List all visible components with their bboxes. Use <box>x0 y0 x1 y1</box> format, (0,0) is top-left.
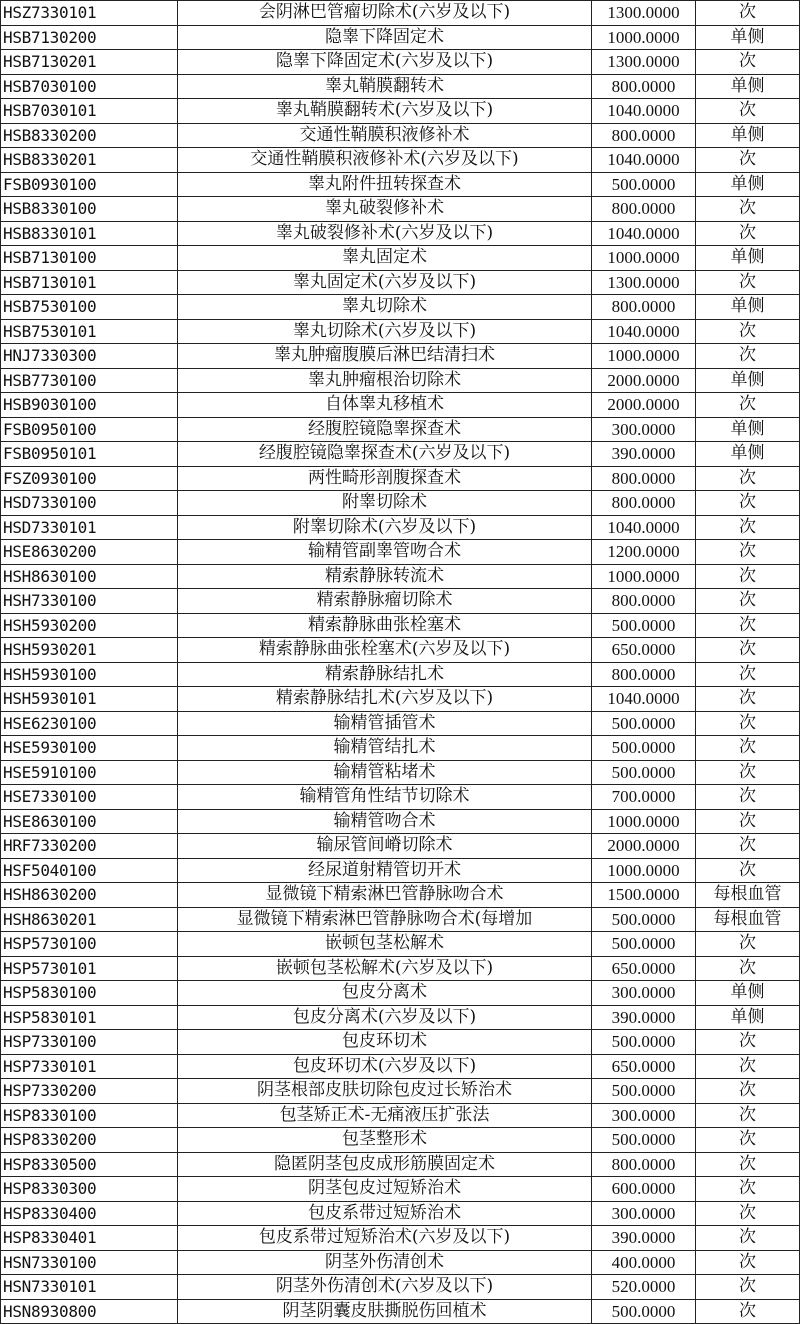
table-row <box>1 564 800 589</box>
item-unit-cell: 次 <box>696 270 800 295</box>
item-price-cell: 2000.0000 <box>592 834 696 859</box>
table-row <box>1 1152 800 1177</box>
table-row <box>1 270 800 295</box>
table-row <box>1 466 800 491</box>
item-unit-cell: 次 <box>696 1054 800 1079</box>
item-price-cell: 800.0000 <box>592 197 696 222</box>
item-name-cell: 阴茎阴囊皮肤撕脱伤回植术 <box>178 1299 592 1324</box>
item-unit-cell: 次 <box>696 393 800 418</box>
item-unit-cell: 单侧 <box>696 368 800 393</box>
item-unit-cell: 次 <box>696 466 800 491</box>
item-code-cell: HSP5830101 <box>1 1005 178 1030</box>
item-unit-cell: 次 <box>696 956 800 981</box>
table-row <box>1 687 800 712</box>
item-price-cell: 1040.0000 <box>592 148 696 173</box>
item-code-cell: HSB8330100 <box>1 197 178 222</box>
item-code-cell: HSE6230100 <box>1 711 178 736</box>
item-code-cell: HSP5730101 <box>1 956 178 981</box>
item-price-cell: 1040.0000 <box>592 99 696 124</box>
item-code-cell: HSH8630201 <box>1 907 178 932</box>
table-row <box>1 638 800 663</box>
item-code-cell: HSB7030101 <box>1 99 178 124</box>
item-name-cell: 包皮环切术(六岁及以下) <box>178 1054 592 1079</box>
item-price-cell: 800.0000 <box>592 466 696 491</box>
item-unit-cell: 次 <box>696 834 800 859</box>
item-name-cell: 精索静脉转流术 <box>178 564 592 589</box>
item-price-cell: 390.0000 <box>592 1226 696 1251</box>
item-code-cell: HSP8330200 <box>1 1128 178 1153</box>
item-code-cell: HSE8630100 <box>1 809 178 834</box>
item-name-cell: 睾丸鞘膜翻转术(六岁及以下) <box>178 99 592 124</box>
item-name-cell: 睾丸固定术(六岁及以下) <box>178 270 592 295</box>
item-name-cell: 睾丸破裂修补术(六岁及以下) <box>178 221 592 246</box>
item-unit-cell: 次 <box>696 1128 800 1153</box>
item-name-cell: 输尿管间嵴切除术 <box>178 834 592 859</box>
table-row <box>1 1250 800 1275</box>
table-row <box>1 417 800 442</box>
item-unit-cell: 单侧 <box>696 25 800 50</box>
item-unit-cell: 次 <box>696 540 800 565</box>
item-unit-cell: 单侧 <box>696 172 800 197</box>
item-code-cell: HSE7330100 <box>1 785 178 810</box>
item-code-cell: HSP7330200 <box>1 1079 178 1104</box>
item-price-cell: 1300.0000 <box>592 50 696 75</box>
item-code-cell: FSZ0930100 <box>1 466 178 491</box>
item-name-cell: 睾丸肿瘤根治切除术 <box>178 368 592 393</box>
item-name-cell: 嵌顿包茎松解术 <box>178 932 592 957</box>
table-row <box>1 956 800 981</box>
item-code-cell: HSP7330101 <box>1 1054 178 1079</box>
table-row <box>1 1054 800 1079</box>
item-price-cell: 800.0000 <box>592 491 696 516</box>
item-code-cell: FSB0950101 <box>1 442 178 467</box>
item-name-cell: 包皮分离术(六岁及以下) <box>178 1005 592 1030</box>
item-unit-cell: 次 <box>696 491 800 516</box>
table-row <box>1 368 800 393</box>
item-name-cell: 包皮环切术 <box>178 1030 592 1055</box>
table-row <box>1 785 800 810</box>
item-price-cell: 2000.0000 <box>592 368 696 393</box>
table-row <box>1 1201 800 1226</box>
item-name-cell: 睾丸固定术 <box>178 246 592 271</box>
item-unit-cell: 次 <box>696 1030 800 1055</box>
item-name-cell: 输精管粘堵术 <box>178 760 592 785</box>
item-code-cell: HSB7130101 <box>1 270 178 295</box>
item-code-cell: FSB0930100 <box>1 172 178 197</box>
item-unit-cell: 次 <box>696 564 800 589</box>
table-row <box>1 1275 800 1300</box>
item-code-cell: HSN7330101 <box>1 1275 178 1300</box>
item-unit-cell: 次 <box>696 809 800 834</box>
item-name-cell: 包茎矫正术-无痛液压扩张法 <box>178 1103 592 1128</box>
table-row <box>1 711 800 736</box>
item-price-cell: 1040.0000 <box>592 515 696 540</box>
item-code-cell: HSB9030100 <box>1 393 178 418</box>
table-body <box>1 1 800 1324</box>
item-code-cell: HSH5930101 <box>1 687 178 712</box>
item-unit-cell: 次 <box>696 1152 800 1177</box>
table-row <box>1 295 800 320</box>
item-price-cell: 1500.0000 <box>592 883 696 908</box>
item-price-cell: 800.0000 <box>592 295 696 320</box>
item-name-cell: 隐匿阴茎包皮成形筋膜固定术 <box>178 1152 592 1177</box>
item-price-cell: 800.0000 <box>592 74 696 99</box>
item-name-cell: 阴茎外伤清创术 <box>178 1250 592 1275</box>
item-code-cell: HSB7530100 <box>1 295 178 320</box>
item-code-cell: HSN7330100 <box>1 1250 178 1275</box>
item-code-cell: HNJ7330300 <box>1 344 178 369</box>
item-unit-cell: 次 <box>696 99 800 124</box>
table-row <box>1 221 800 246</box>
item-price-cell: 1000.0000 <box>592 564 696 589</box>
table-row <box>1 442 800 467</box>
item-name-cell: 两性畸形剖腹探查术 <box>178 466 592 491</box>
item-price-cell: 500.0000 <box>592 172 696 197</box>
table-row <box>1 589 800 614</box>
item-unit-cell: 次 <box>696 1250 800 1275</box>
item-code-cell: HSP5730100 <box>1 932 178 957</box>
table-row <box>1 932 800 957</box>
item-unit-cell: 次 <box>696 638 800 663</box>
item-name-cell: 隐睾下降固定术 <box>178 25 592 50</box>
item-code-cell: HSH5930201 <box>1 638 178 663</box>
table-row <box>1 540 800 565</box>
table-row <box>1 907 800 932</box>
item-code-cell: HSD7330100 <box>1 491 178 516</box>
item-unit-cell: 次 <box>696 858 800 883</box>
item-price-cell: 500.0000 <box>592 1128 696 1153</box>
table-row <box>1 883 800 908</box>
item-name-cell: 阴茎外伤清创术(六岁及以下) <box>178 1275 592 1300</box>
item-code-cell: HSH8630200 <box>1 883 178 908</box>
item-price-cell: 500.0000 <box>592 907 696 932</box>
item-unit-cell: 单侧 <box>696 417 800 442</box>
item-code-cell: HSB7130100 <box>1 246 178 271</box>
item-name-cell: 包皮系带过短矫治术 <box>178 1201 592 1226</box>
item-price-cell: 1300.0000 <box>592 270 696 295</box>
item-name-cell: 隐睾下降固定术(六岁及以下) <box>178 50 592 75</box>
item-code-cell: HSB7030100 <box>1 74 178 99</box>
item-name-cell: 精索静脉曲张栓塞术 <box>178 613 592 638</box>
item-code-cell: HSP8330300 <box>1 1177 178 1202</box>
item-price-cell: 500.0000 <box>592 711 696 736</box>
item-unit-cell: 单侧 <box>696 123 800 148</box>
item-name-cell: 睾丸鞘膜翻转术 <box>178 74 592 99</box>
item-name-cell: 精索静脉结扎术(六岁及以下) <box>178 687 592 712</box>
item-price-cell: 800.0000 <box>592 1152 696 1177</box>
item-name-cell: 阴茎包皮过短矫治术 <box>178 1177 592 1202</box>
item-unit-cell: 每根血管 <box>696 907 800 932</box>
item-name-cell: 经腹腔镜隐睾探查术(六岁及以下) <box>178 442 592 467</box>
item-code-cell: HSN8930800 <box>1 1299 178 1324</box>
item-code-cell: FSB0950100 <box>1 417 178 442</box>
item-price-cell: 500.0000 <box>592 613 696 638</box>
item-code-cell: HSB7130200 <box>1 25 178 50</box>
item-name-cell: 附睾切除术 <box>178 491 592 516</box>
item-price-cell: 1040.0000 <box>592 687 696 712</box>
item-price-cell: 300.0000 <box>592 417 696 442</box>
item-price-cell: 500.0000 <box>592 1030 696 1055</box>
item-price-cell: 1000.0000 <box>592 25 696 50</box>
item-unit-cell: 次 <box>696 687 800 712</box>
item-name-cell: 睾丸切除术 <box>178 295 592 320</box>
item-name-cell: 精索静脉结扎术 <box>178 662 592 687</box>
table-row <box>1 1103 800 1128</box>
item-unit-cell: 次 <box>696 148 800 173</box>
item-name-cell: 输精管副睾管吻合术 <box>178 540 592 565</box>
item-code-cell: HSB8330200 <box>1 123 178 148</box>
item-code-cell: HSP8330401 <box>1 1226 178 1251</box>
item-unit-cell: 次 <box>696 613 800 638</box>
item-price-cell: 390.0000 <box>592 1005 696 1030</box>
item-code-cell: HSH8630100 <box>1 564 178 589</box>
item-price-cell: 500.0000 <box>592 736 696 761</box>
item-name-cell: 会阴淋巴管瘤切除术(六岁及以下) <box>178 1 592 26</box>
table-row <box>1 1226 800 1251</box>
item-name-cell: 嵌顿包茎松解术(六岁及以下) <box>178 956 592 981</box>
item-code-cell: HSE8630200 <box>1 540 178 565</box>
item-name-cell: 精索静脉瘤切除术 <box>178 589 592 614</box>
item-unit-cell: 单侧 <box>696 1005 800 1030</box>
item-price-cell: 390.0000 <box>592 442 696 467</box>
table-row <box>1 515 800 540</box>
item-code-cell: HSB8330201 <box>1 148 178 173</box>
item-unit-cell: 次 <box>696 50 800 75</box>
item-unit-cell: 次 <box>696 662 800 687</box>
item-code-cell: HSZ7330101 <box>1 1 178 26</box>
item-price-cell: 1300.0000 <box>592 1 696 26</box>
item-unit-cell: 次 <box>696 1 800 26</box>
item-unit-cell: 次 <box>696 1201 800 1226</box>
table-row <box>1 1079 800 1104</box>
item-price-cell: 600.0000 <box>592 1177 696 1202</box>
item-unit-cell: 次 <box>696 319 800 344</box>
table-row <box>1 1030 800 1055</box>
table-row <box>1 1177 800 1202</box>
item-unit-cell: 单侧 <box>696 246 800 271</box>
item-price-cell: 700.0000 <box>592 785 696 810</box>
item-code-cell: HSB7530101 <box>1 319 178 344</box>
item-unit-cell: 次 <box>696 1275 800 1300</box>
item-name-cell: 包茎整形术 <box>178 1128 592 1153</box>
item-unit-cell: 单侧 <box>696 442 800 467</box>
table-row <box>1 662 800 687</box>
item-price-cell: 400.0000 <box>592 1250 696 1275</box>
item-code-cell: HSP5830100 <box>1 981 178 1006</box>
item-price-cell: 650.0000 <box>592 1054 696 1079</box>
item-price-cell: 1040.0000 <box>592 221 696 246</box>
item-price-cell: 800.0000 <box>592 662 696 687</box>
table-row <box>1 1128 800 1153</box>
table-row <box>1 1299 800 1324</box>
item-price-cell: 2000.0000 <box>592 393 696 418</box>
item-price-cell: 650.0000 <box>592 956 696 981</box>
table-row <box>1 197 800 222</box>
item-unit-cell: 次 <box>696 711 800 736</box>
table-row <box>1 123 800 148</box>
item-code-cell: HSP8330100 <box>1 1103 178 1128</box>
item-name-cell: 显微镜下精索淋巴管静脉吻合术 <box>178 883 592 908</box>
item-unit-cell: 次 <box>696 736 800 761</box>
table-row <box>1 491 800 516</box>
item-name-cell: 输精管插管术 <box>178 711 592 736</box>
item-code-cell: HSB7130201 <box>1 50 178 75</box>
item-price-cell: 1000.0000 <box>592 344 696 369</box>
item-code-cell: HSP8330400 <box>1 1201 178 1226</box>
item-unit-cell: 单侧 <box>696 74 800 99</box>
item-price-cell: 300.0000 <box>592 981 696 1006</box>
item-code-cell: HSB8330101 <box>1 221 178 246</box>
table-row <box>1 613 800 638</box>
item-name-cell: 睾丸附件扭转探查术 <box>178 172 592 197</box>
item-unit-cell: 次 <box>696 1103 800 1128</box>
item-name-cell: 睾丸破裂修补术 <box>178 197 592 222</box>
item-code-cell: HSP7330100 <box>1 1030 178 1055</box>
item-price-cell: 500.0000 <box>592 1079 696 1104</box>
table-row <box>1 858 800 883</box>
item-unit-cell: 次 <box>696 785 800 810</box>
item-name-cell: 包皮系带过短矫治术(六岁及以下) <box>178 1226 592 1251</box>
table-row <box>1 736 800 761</box>
item-unit-cell: 单侧 <box>696 295 800 320</box>
item-price-cell: 1040.0000 <box>592 319 696 344</box>
item-price-cell: 300.0000 <box>592 1201 696 1226</box>
item-name-cell: 输精管吻合术 <box>178 809 592 834</box>
item-price-cell: 500.0000 <box>592 760 696 785</box>
table-row <box>1 344 800 369</box>
item-unit-cell: 次 <box>696 1299 800 1324</box>
item-code-cell: HSP8330500 <box>1 1152 178 1177</box>
item-name-cell: 经尿道射精管切开术 <box>178 858 592 883</box>
item-code-cell: HSH5930200 <box>1 613 178 638</box>
item-unit-cell: 次 <box>696 1079 800 1104</box>
table-row <box>1 172 800 197</box>
item-code-cell: HRF7330200 <box>1 834 178 859</box>
item-name-cell: 阴茎根部皮肤切除包皮过长矫治术 <box>178 1079 592 1104</box>
item-unit-cell: 次 <box>696 932 800 957</box>
item-name-cell: 精索静脉曲张栓塞术(六岁及以下) <box>178 638 592 663</box>
item-price-cell: 1000.0000 <box>592 809 696 834</box>
item-code-cell: HSB7730100 <box>1 368 178 393</box>
item-name-cell: 交通性鞘膜积液修补术 <box>178 123 592 148</box>
table-row <box>1 148 800 173</box>
table-row <box>1 834 800 859</box>
item-name-cell: 睾丸切除术(六岁及以下) <box>178 319 592 344</box>
item-name-cell: 输精管角性结节切除术 <box>178 785 592 810</box>
item-code-cell: HSD7330101 <box>1 515 178 540</box>
item-unit-cell: 次 <box>696 344 800 369</box>
table-row <box>1 74 800 99</box>
item-unit-cell: 次 <box>696 197 800 222</box>
item-unit-cell: 次 <box>696 221 800 246</box>
item-code-cell: HSE5910100 <box>1 760 178 785</box>
table-row <box>1 319 800 344</box>
table-row <box>1 50 800 75</box>
item-name-cell: 自体睾丸移植术 <box>178 393 592 418</box>
item-name-cell: 输精管结扎术 <box>178 736 592 761</box>
item-price-cell: 1200.0000 <box>592 540 696 565</box>
item-price-cell: 500.0000 <box>592 932 696 957</box>
item-name-cell: 包皮分离术 <box>178 981 592 1006</box>
item-price-cell: 800.0000 <box>592 123 696 148</box>
item-code-cell: HSH5930100 <box>1 662 178 687</box>
table-row <box>1 393 800 418</box>
item-price-cell: 300.0000 <box>592 1103 696 1128</box>
item-name-cell: 经腹腔镜隐睾探查术 <box>178 417 592 442</box>
item-price-cell: 520.0000 <box>592 1275 696 1300</box>
table-row <box>1 1005 800 1030</box>
item-unit-cell: 每根血管 <box>696 883 800 908</box>
table-row <box>1 1 800 26</box>
item-name-cell: 显微镜下精索淋巴管静脉吻合术(每增加 <box>178 907 592 932</box>
item-unit-cell: 次 <box>696 589 800 614</box>
item-unit-cell: 次 <box>696 1226 800 1251</box>
table-row <box>1 25 800 50</box>
table-row <box>1 981 800 1006</box>
item-name-cell: 睾丸肿瘤腹膜后淋巴结清扫术 <box>178 344 592 369</box>
item-price-cell: 650.0000 <box>592 638 696 663</box>
item-unit-cell: 次 <box>696 515 800 540</box>
item-price-cell: 1000.0000 <box>592 246 696 271</box>
item-price-cell: 800.0000 <box>592 589 696 614</box>
item-name-cell: 附睾切除术(六岁及以下) <box>178 515 592 540</box>
item-code-cell: HSF5040100 <box>1 858 178 883</box>
item-code-cell: HSE5930100 <box>1 736 178 761</box>
item-name-cell: 交通性鞘膜积液修补术(六岁及以下) <box>178 148 592 173</box>
table-row <box>1 760 800 785</box>
item-unit-cell: 次 <box>696 760 800 785</box>
table-row <box>1 99 800 124</box>
item-unit-cell: 次 <box>696 1177 800 1202</box>
table-row <box>1 809 800 834</box>
item-price-cell: 1000.0000 <box>592 858 696 883</box>
item-price-cell: 500.0000 <box>592 1299 696 1324</box>
item-code-cell: HSH7330100 <box>1 589 178 614</box>
table-row <box>1 246 800 271</box>
item-unit-cell: 单侧 <box>696 981 800 1006</box>
